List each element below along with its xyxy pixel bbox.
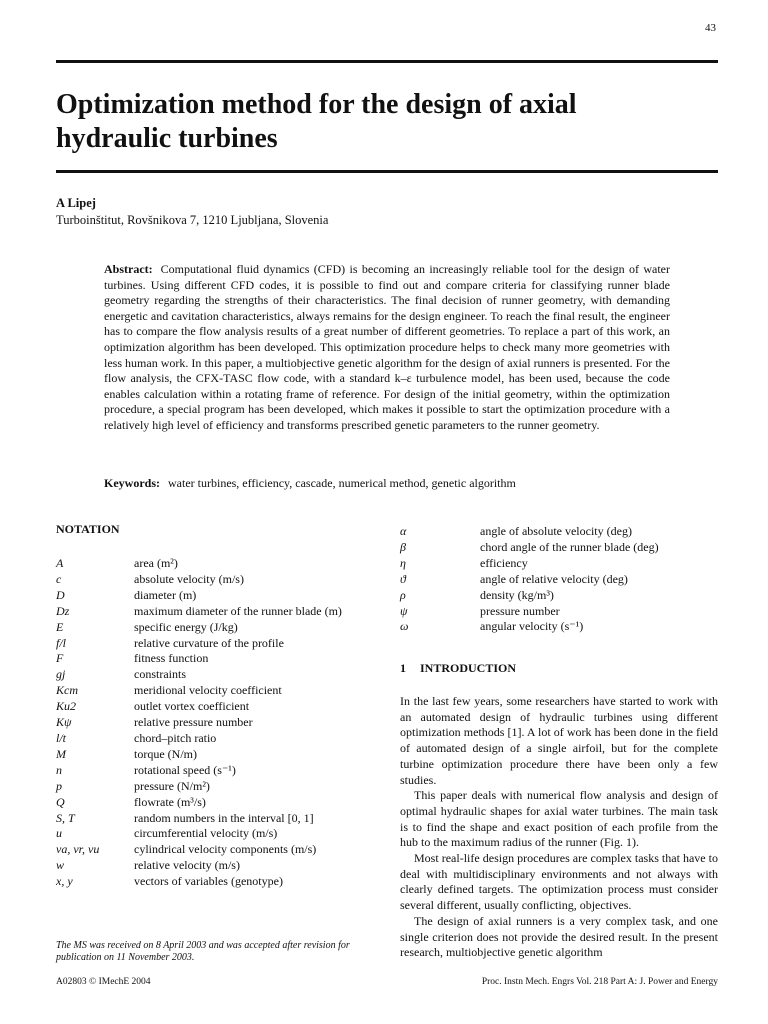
notation-row [400,604,659,620]
introduction-body [400,694,718,961]
notation-description: rotational speed (s⁻¹) [134,762,236,777]
title-rule-top [56,60,718,63]
notation-symbol: F [56,651,64,666]
notation-row [400,572,659,588]
notation-description: random numbers in the interval [0, 1] [134,810,314,825]
notation-row [56,683,342,699]
notation-heading: NOTATION [56,522,120,536]
notation-description: circumferential velocity (m/s) [134,826,278,841]
notation-row [400,619,659,635]
notation-symbol: va, vr, vu [56,842,100,857]
notation-row [56,636,342,652]
notation-symbol: x, y [56,874,73,889]
notation-row [400,540,659,556]
notation-description: efficiency [480,555,528,570]
notation-symbol: β [400,539,406,554]
notation-list-left [56,556,342,890]
notation-row [56,620,342,636]
introduction-paragraph: Most real-life design procedures are complex tasks that have to deal with multidisciplinary environments and not always with clearly defined targets. The optimization process must consider several different, usually conflicting, objectives. [400,851,718,913]
notation-description: density (kg/m³) [480,587,554,602]
section-title: INTRODUCTION [420,661,517,675]
notation-description: area (m²) [134,556,178,570]
notation-description: vectors of variables (genotype) [134,874,283,889]
title-rule-bottom [56,170,718,173]
notation-row [56,795,342,811]
footer-journal: Proc. Instn Mech. Engrs Vol. 218 Part A: J. Power and Energy [481,977,718,987]
notation-symbol: gj [56,667,66,682]
notation-list-greek [400,524,659,635]
notation-row [56,811,342,827]
abstract [104,262,670,434]
keywords [104,476,516,491]
notation-symbol: Q [56,794,65,809]
notation-symbol: α [400,524,407,538]
notation-row [400,524,659,540]
notation-symbol: ψ [400,603,408,618]
paper-title: Optimization method for the design of axial hydraulic turbines [56,89,577,154]
notation-row [400,556,659,572]
notation-row [56,572,342,588]
notation-row [56,667,342,683]
notation-symbol: ω [400,619,409,634]
notation-description: pressure (N/m²) [134,778,210,793]
notation-row [56,699,342,715]
notation-symbol: S, T [56,810,75,825]
notation-symbol: l/t [56,730,67,745]
notation-description: pressure number [480,603,560,618]
notation-symbol: E [56,619,64,634]
abstract-label: Abstract: [104,262,153,276]
notation-description: meridional velocity coefficient [134,683,282,698]
section-number: 1 [400,661,406,675]
notation-description: maximum diameter of the runner blade (m) [134,603,342,618]
notation-description: relative pressure number [134,715,253,730]
notation-description: constraints [134,667,186,682]
notation-row [56,604,342,620]
footer-copyright: A02803 © IMechE 2004 [56,977,151,987]
notation-row [56,874,342,890]
notation-symbol: f/l [56,635,67,650]
notation-row [56,763,342,779]
notation-symbol: η [400,555,406,570]
notation-symbol: ρ [400,587,406,602]
notation-symbol: Ku2 [56,699,77,714]
notation-description: diameter (m) [134,587,197,602]
keywords-text: water turbines, efficiency, cascade, numerical method, genetic algorithm [168,476,516,490]
notation-row [56,747,342,763]
keywords-label: Keywords: [104,476,160,490]
notation-description: chord–pitch ratio [134,730,217,745]
notation-description: angle of relative velocity (deg) [480,571,628,586]
notation-symbol: M [56,746,66,761]
notation-row [56,779,342,795]
notation-symbol: c [56,571,62,586]
notation-description: cylindrical velocity components (m/s) [134,842,317,857]
notation-description: specific energy (J/kg) [134,619,238,634]
notation-row [56,731,342,747]
notation-symbol: Kcm [56,683,78,698]
abstract-text: Computational fluid dynamics (CFD) is becoming an increasingly reliable tool for the design of water turbines. Using different CFD codes, it is possible to find out and compare criteria for classifying runner blade geometry regarding the strengths of their characteristics. The final decision of runner geometry, with demanding energetic and cavitation characteristics, always remains for the design engineer. To reach the final result, the engineer has to compare the flow analysis results of a great number of different geometries. To replace a part of this work, an optimization algorithm has been developed. This optimization procedure helps to check many more geometries with less human work. In this paper, a multiobjective genetic algorithm for the design of axial runners is presented. For the flow analysis, the CFX-TASC flow code, with a standard k–ε turbulence model, has been used, because the code enables calculation within a rotating frame of reference. For design of the initial geometry, within the optimization procedure, a special program has been developed, which makes it possible to start the optimization procedure with a relatively high level of efficiency and transforms prescribed genetic parameters to the runner geometry. [104,262,670,432]
affiliation: Turboinštitut, Rovšnikova 7, 1210 Ljubljana, Slovenia [56,213,329,227]
notation-row [56,556,342,572]
notation-row [56,858,342,874]
notation-description: relative velocity (m/s) [134,858,240,873]
notation-symbol: Dz [56,603,70,618]
author: A Lipej [56,196,96,210]
page-number: 43 [705,22,716,34]
introduction-paragraph: In the last few years, some researchers have started to work with an automated design of hydraulic turbines using different optimization methods [1]. A lot of work has been done in the field of automated design of a single airfoil, but for the complete turbine optimization procedure there have been only a few studies. [400,694,718,787]
notation-symbol: A [56,556,64,570]
notation-symbol: D [56,587,65,602]
received-note: The MS was received on 8 April 2003 and was accepted after revision for publication on 11 November 2003. [56,940,350,963]
notation-description: fitness function [134,651,209,666]
notation-symbol: Kψ [56,715,72,730]
notation-description: angle of absolute velocity (deg) [480,524,632,538]
notation-row [56,651,342,667]
notation-description: flowrate (m³/s) [134,794,206,809]
notation-description: torque (N/m) [134,746,197,761]
notation-symbol: w [56,858,65,873]
notation-symbol: u [56,826,62,841]
notation-row [56,588,342,604]
notation-row [56,826,342,842]
notation-symbol: n [56,762,62,777]
notation-symbol: p [56,778,62,793]
notation-description: chord angle of the runner blade (deg) [480,539,659,554]
introduction-paragraph: This paper deals with numerical flow analysis and design of optimal hydraulic shapes for axial water turbines. The main task is to find the shape and exact position of each profile from the hub to the maximum radius of the runner (Fig. 1). [400,788,718,850]
notation-description: angular velocity (s⁻¹) [480,619,584,634]
notation-description: absolute velocity (m/s) [134,571,244,586]
notation-row [56,715,342,731]
notation-row [56,842,342,858]
notation-row [400,588,659,604]
notation-description: relative curvature of the profile [134,635,284,650]
introduction-paragraph: The design of axial runners is a very complex task, and one single criterion does not provide the desired result. In the present research, multiobjective genetic algorithm [400,913,718,960]
notation-description: outlet vortex coefficient [134,699,250,714]
section-heading-introduction [400,661,516,676]
notation-symbol: ϑ [400,571,406,586]
